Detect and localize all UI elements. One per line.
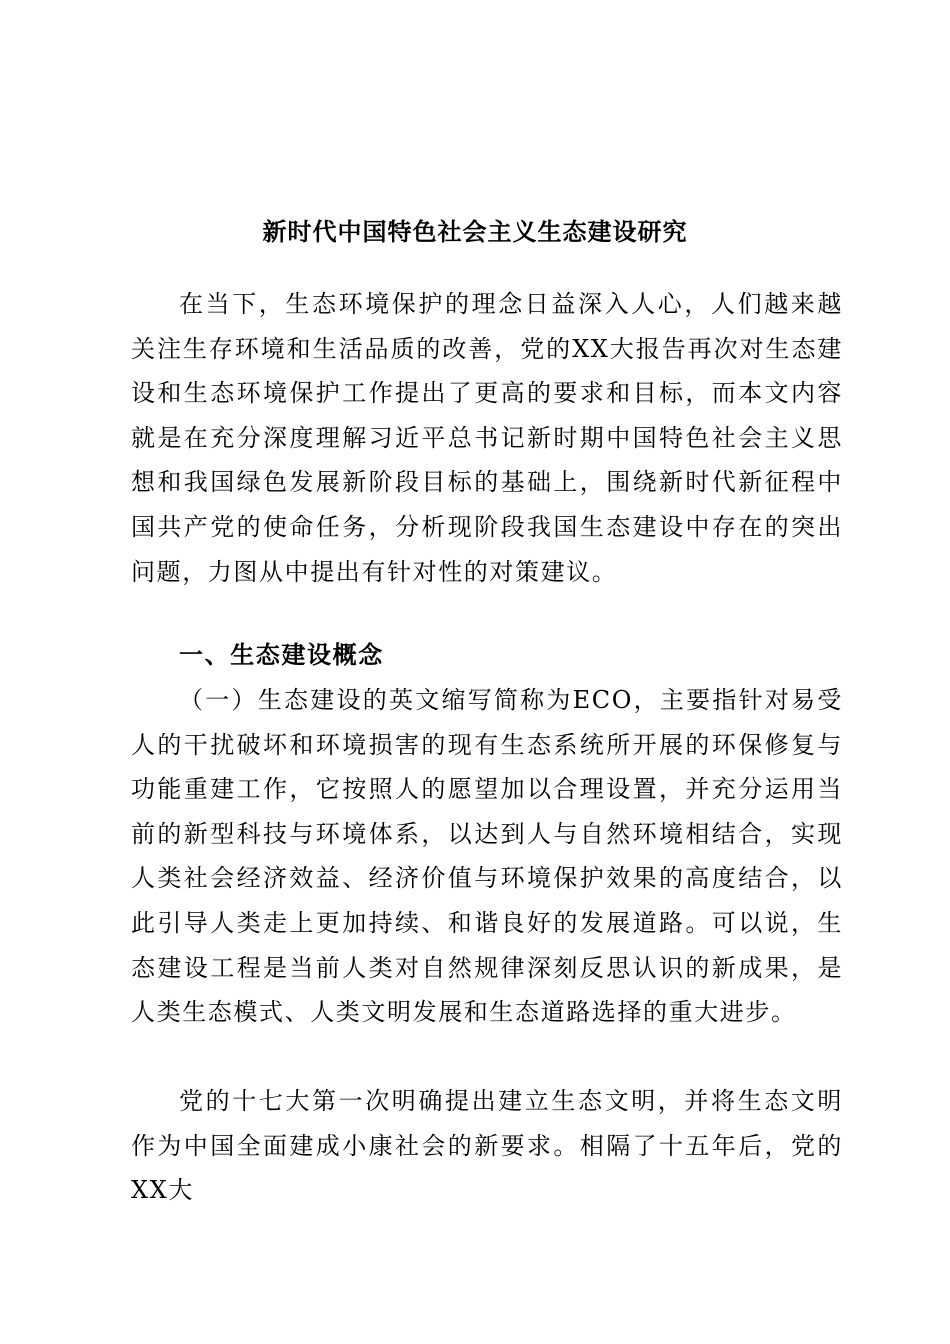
section-paragraph-2: 党的十七大第一次明确提出建立生态文明，并将生态文明作为中国全面建成小康社会的新要求。相隔了十五年后，党的XX大 <box>131 1087 843 1205</box>
intro-paragraph: 在当下，生态环境保护的理念日益深入人心，人们越来越关注生存环境和生活品质的改善，党的XX大报告再次对生态建设和生态环境保护工作提出了更高的要求和目标，而本文内容就是在充分深度理解习近平总书记新时期中国特色社会主义思想和我国绿色发展新阶段目标的基础上，围绕新时代新征程中国共产党的使命任务，分析现阶段我国生态建设中存在的突出问题，力图从中提出有针对性的对策建议。 <box>131 290 843 586</box>
section-paragraph-1: （一）生态建设的英文缩写简称为ECO，主要指针对易受人的干扰破坏和环境损害的现有生态系统所开展的环保修复与功能重建工作，它按照人的愿望加以合理设置，并充分运用当前的新型科技与环境体系，以达到人与自然环境相结合，实现人类社会经济效益、经济价值与环境保护效果的高度结合，以此引导人类走上更加持续、和谐良好的发展道路。可以说，生态建设工程是当前人类对自然规律深刻反思认识的新成果，是人类生态模式、人类文明发展和生态道路选择的重大进步。 <box>131 686 843 1027</box>
document-title: 新时代中国特色社会主义生态建设研究 <box>262 217 688 246</box>
section-heading: 一、生态建设概念 <box>179 640 384 669</box>
